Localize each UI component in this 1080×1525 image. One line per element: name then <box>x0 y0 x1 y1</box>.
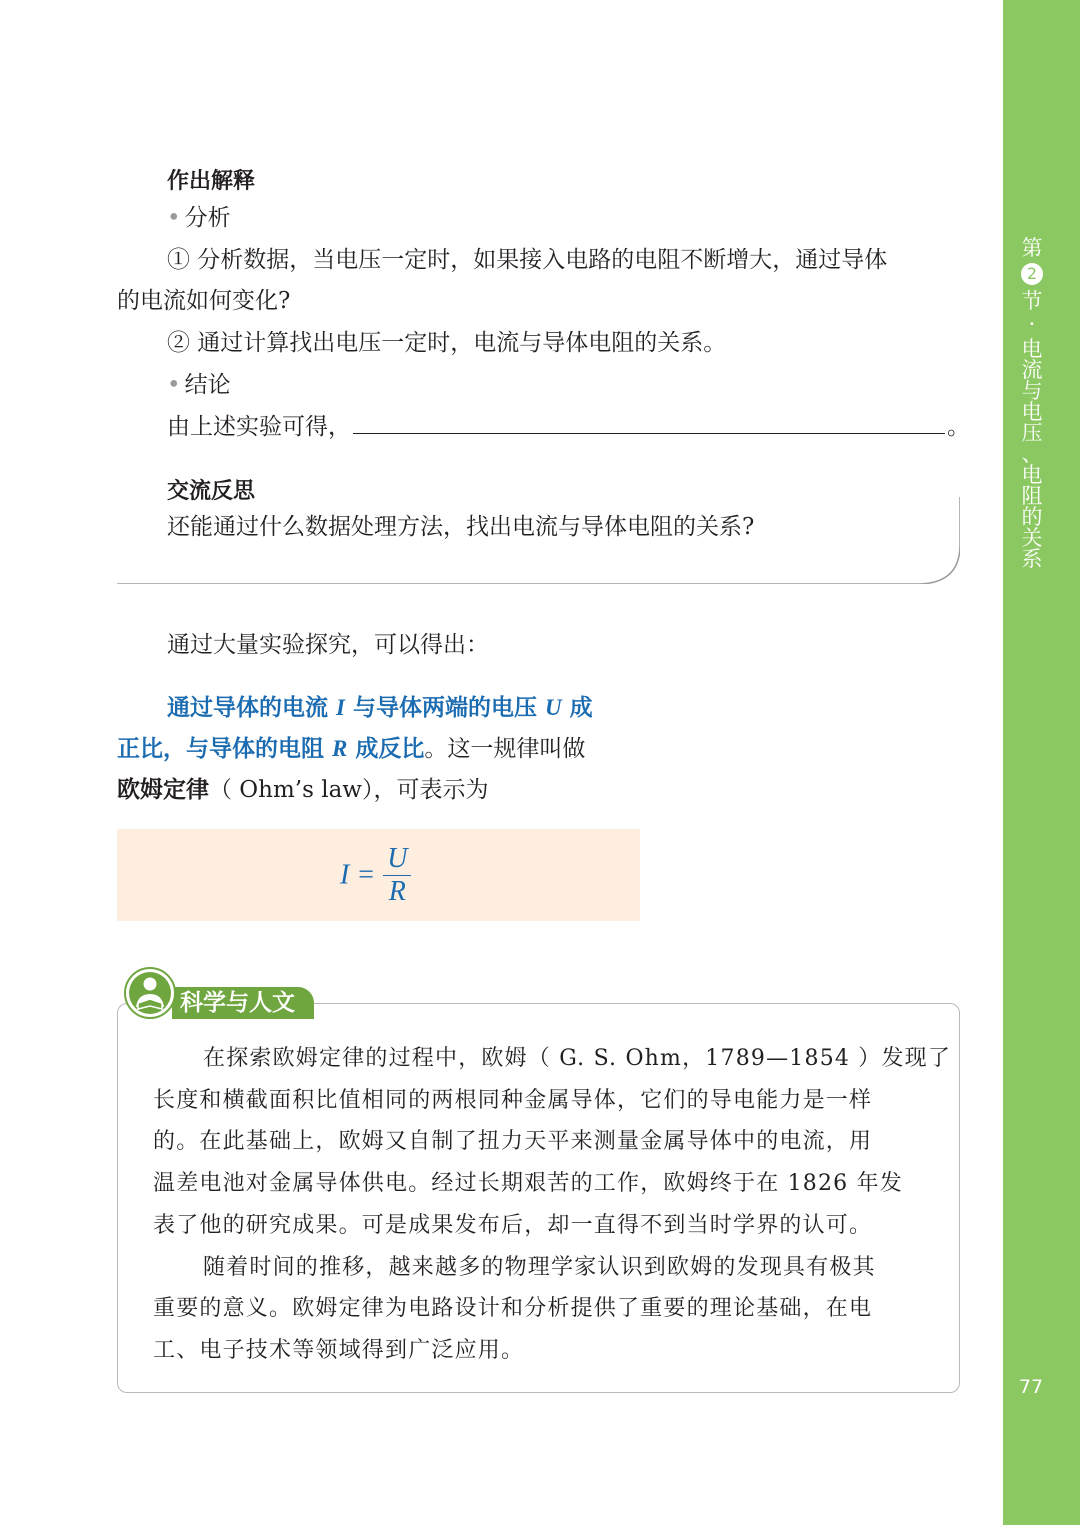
side-title-char: 压 <box>1021 421 1043 445</box>
side-title-char: 阻 <box>1021 484 1043 508</box>
conclusion-end: 。 <box>947 414 970 440</box>
sci-paragraph-line: 工、电子技术等领域得到广泛应用。 <box>153 1338 525 1363</box>
side-title-char: 与 <box>1021 379 1043 403</box>
reflect-heading: 交流反思 <box>167 479 256 504</box>
symbol-R: R <box>332 736 348 761</box>
side-title-char: 电 <box>1021 337 1043 361</box>
side-title-char: 的 <box>1021 505 1043 529</box>
chapter-side-title <box>1015 238 1049 570</box>
conclusion-sentence <box>167 414 970 442</box>
law-text: 与导体两端的电压 <box>344 695 545 721</box>
side-title-char: 系 <box>1021 547 1043 571</box>
page-number: 77 <box>1018 1376 1044 1398</box>
explain-heading: 作出解释 <box>167 169 256 194</box>
ohms-law-english: （ Ohm’s law），可表示为 <box>209 777 489 803</box>
ohms-law-term: 欧姆定律 <box>117 777 209 803</box>
section-number-badge: 2 <box>1021 263 1043 285</box>
section-title-chars <box>1015 291 1049 570</box>
side-title-char: 电 <box>1021 463 1043 487</box>
symbol-I: I <box>336 695 345 720</box>
ohms-law-formula <box>340 843 411 908</box>
formula-fraction <box>383 843 411 908</box>
law-line-2-rest: 。这一规律叫做 <box>424 736 586 762</box>
sci-paragraph-line: 随着时间的推移，越来越多的物理学家认识到欧姆的发现具有极其 <box>203 1255 876 1280</box>
intro-text: 通过大量实验探究，可以得出： <box>167 632 489 658</box>
sci-paragraph-line: 温差电池对金属导体供电。经过长期艰苦的工作，欧姆终于在 1826 年发 <box>153 1171 903 1196</box>
conclusion-blank[interactable] <box>353 415 945 434</box>
side-title-char: 电 <box>1021 400 1043 424</box>
sci-paragraph-line: 在探索欧姆定律的过程中，欧姆（ G. S. Ohm，1789—1854 ）发现了 <box>203 1046 952 1071</box>
law-line-2 <box>117 735 585 764</box>
side-prefix: 第 <box>1021 236 1043 260</box>
science-humanities-title: 科学与人文 <box>180 990 295 1016</box>
formula-numerator: U <box>383 843 411 876</box>
sci-paragraph-line: 长度和横截面积比值相同的两根同种金属导体，它们的导电能力是一样 <box>153 1088 873 1113</box>
side-title-char: 、 <box>1021 442 1043 466</box>
law-text: 成 <box>561 695 593 721</box>
law-line-3 <box>117 777 488 805</box>
analysis-label <box>167 205 231 233</box>
reflect-text: 还能通过什么数据处理方法，找出电流与导体电阻的关系? <box>167 514 755 540</box>
side-title-char: 节 <box>1021 289 1043 313</box>
formula-denominator: R <box>388 876 406 907</box>
conclusion-label-text: 结论 <box>184 372 231 398</box>
bullet-icon: • <box>167 372 181 398</box>
formula-lhs: I = <box>340 859 376 891</box>
side-title-char: · <box>1028 312 1036 336</box>
law-line-1 <box>167 694 593 723</box>
sci-paragraph-line: 重要的意义。欧姆定律为电路设计和分析提供了重要的理论基础，在电 <box>153 1296 873 1321</box>
question-1-line2: 的电流如何变化? <box>117 288 291 314</box>
question-2: ② 通过计算找出电压一定时，电流与导体电阻的关系。 <box>167 330 727 356</box>
question-1-line1: ① 分析数据，当电压一定时，如果接入电路的电阻不断增大，通过导体 <box>167 247 888 273</box>
sci-paragraph-line: 的。在此基础上，欧姆又自制了扭力天平来测量金属导体中的电流，用 <box>153 1129 873 1154</box>
reader-person-icon <box>124 967 176 1019</box>
symbol-U: U <box>544 695 562 720</box>
law-text: 通过导体的电流 <box>167 695 337 721</box>
side-title-char: 关 <box>1021 526 1043 550</box>
analysis-label-text: 分析 <box>184 205 231 231</box>
law-text: 成反比 <box>347 736 425 762</box>
law-text: 正比，与导体的电阻 <box>117 736 333 762</box>
sci-paragraph-line: 表了他的研究成果。可是成果发布后，却一直得不到当时学界的认可。 <box>153 1213 873 1238</box>
conclusion-prefix: 由上述实验可得， <box>167 414 351 440</box>
chapter-side-tab <box>1003 0 1080 1525</box>
side-title-char: 流 <box>1021 358 1043 382</box>
conclusion-label <box>167 372 231 400</box>
bullet-icon: • <box>167 205 181 231</box>
